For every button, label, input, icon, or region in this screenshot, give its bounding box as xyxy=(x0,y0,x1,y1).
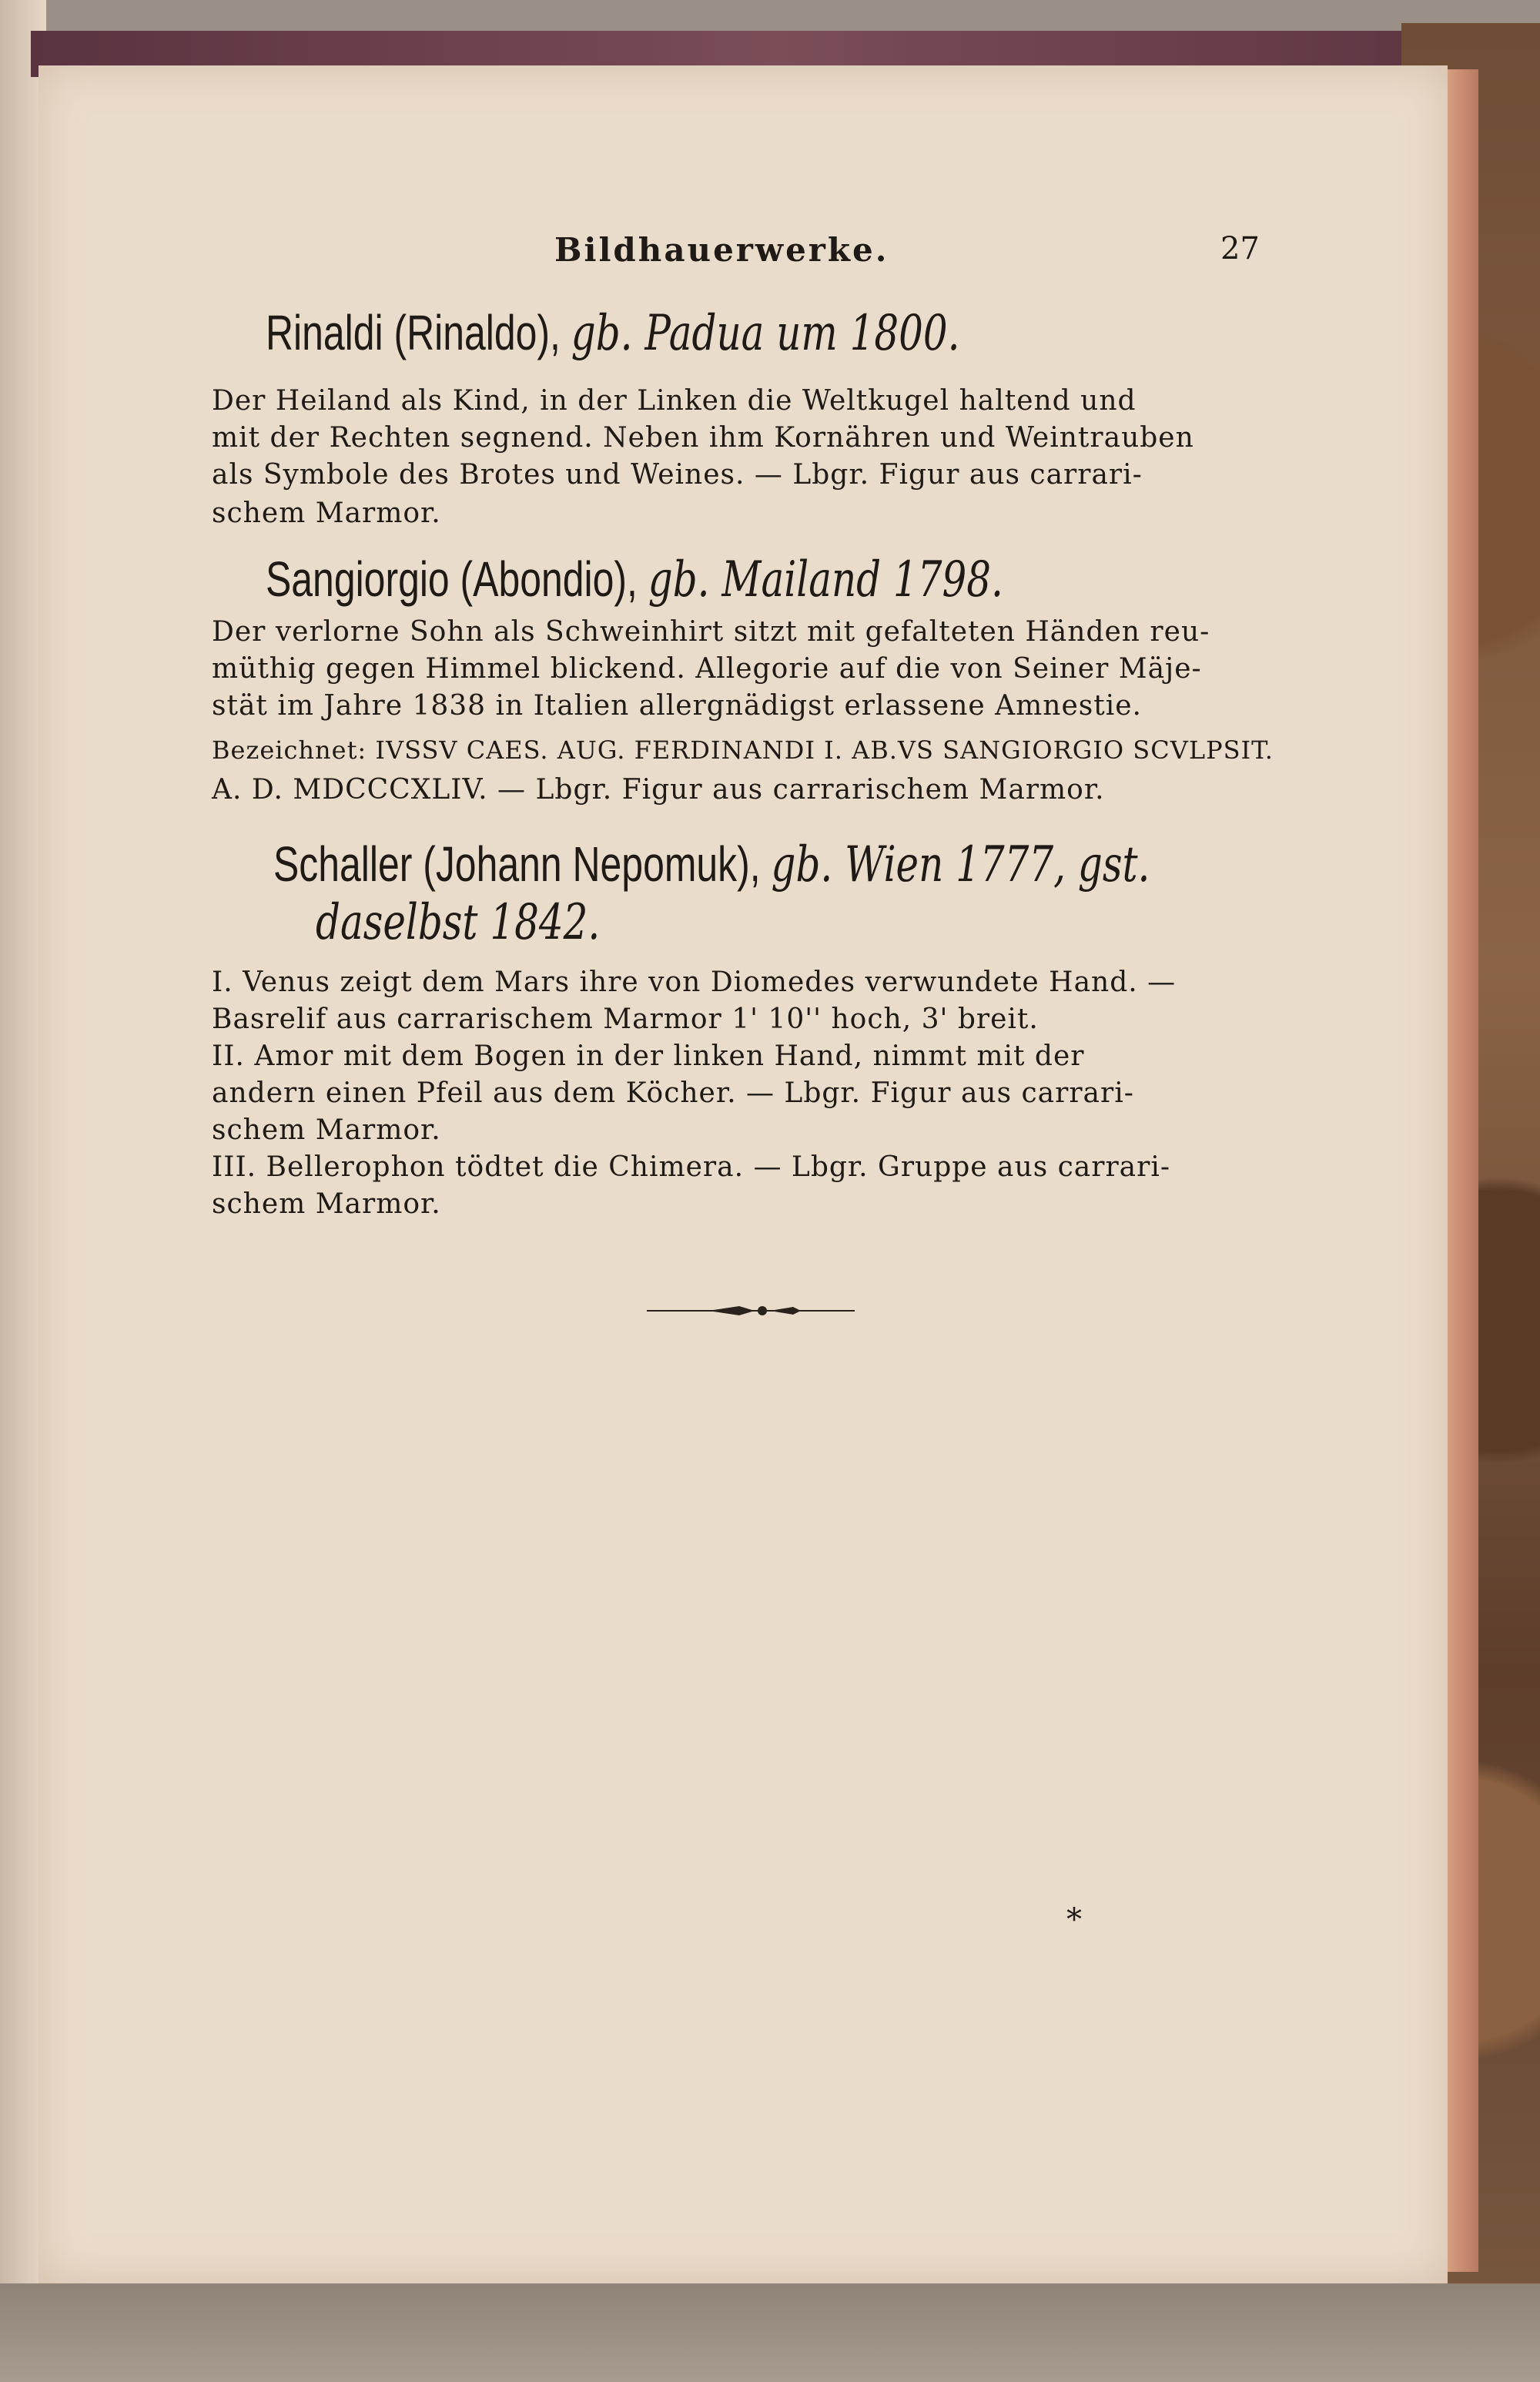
entry-line: müthig gegen Himmel blickend. Allegorie auf die von Seiner Mäje- xyxy=(212,653,1202,685)
entry-line: als Symbole des Brotes und Weines. — Lbgr. Figur aus carrari- xyxy=(212,459,1143,491)
entry-line: Der verlorne Sohn als Schweinhirt sitzt mit gefalteten Händen reu- xyxy=(212,616,1210,648)
entry-line: Basrelif aus carrarischem Marmor 1' 10'' hoch, 3' breit. xyxy=(212,1003,1039,1035)
entry-heading xyxy=(273,836,1150,893)
entry-line: Bezeichnet: IVSSV CAES. AUG. FERDINANDI I. AB.VS SANGIORGIO SCVLPSIT. xyxy=(212,735,1274,765)
page-number: 27 xyxy=(1220,231,1260,266)
entry-line: mit der Rechten segnend. Neben ihm Kornähren und Weintrauben xyxy=(212,422,1194,454)
entry-line: Der Heiland als Kind, in der Linken die Weltkugel haltend und xyxy=(212,385,1137,417)
entry-line: schem Marmor. xyxy=(212,498,441,529)
entry-line: II. Amor mit dem Bogen in der linken Hand, nimmt mit der xyxy=(212,1040,1085,1072)
entry-line: stät im Jahre 1838 in Italien allergnädigst erlassene Amnestie. xyxy=(212,690,1142,722)
background-bottom xyxy=(0,2283,1540,2382)
artist-birth: gb. Mailand 1798. xyxy=(648,551,1003,608)
artist-name: Schaller (Johann Nepomuk), xyxy=(273,836,761,892)
entry-line: andern einen Pfeil aus dem Köcher. — Lbgr. Figur aus carrari- xyxy=(212,1077,1134,1109)
entry-heading xyxy=(266,551,1003,608)
ornament-divider xyxy=(647,1302,855,1320)
entry-line: schem Marmor. xyxy=(212,1114,441,1146)
footnote-asterisk: * xyxy=(1066,1902,1082,1938)
artist-birth-death: gb. Wien 1777, gst. xyxy=(771,836,1150,893)
artist-name: Rinaldi (Rinaldo), xyxy=(266,305,561,360)
entry-line: I. Venus zeigt dem Mars ihre von Diomedes verwundete Hand. — xyxy=(212,967,1177,998)
entry-line: A. D. MDCCCXLIV. — Lbgr. Figur aus carrarischem Marmor. xyxy=(212,774,1105,806)
running-head: Bildhauerwerke. xyxy=(554,231,889,269)
entry-line: schem Marmor. xyxy=(212,1188,441,1220)
artist-name: Sangiorgio (Abondio), xyxy=(266,551,638,607)
entry-heading xyxy=(266,304,960,362)
entry-line: III. Bellerophon tödtet die Chimera. — Lbgr. Gruppe aus carrari- xyxy=(212,1151,1171,1183)
artist-death-place: daselbst 1842. xyxy=(316,894,601,951)
artist-birth: gb. Padua um 1800. xyxy=(571,305,960,362)
entry-heading-continued xyxy=(316,893,600,951)
